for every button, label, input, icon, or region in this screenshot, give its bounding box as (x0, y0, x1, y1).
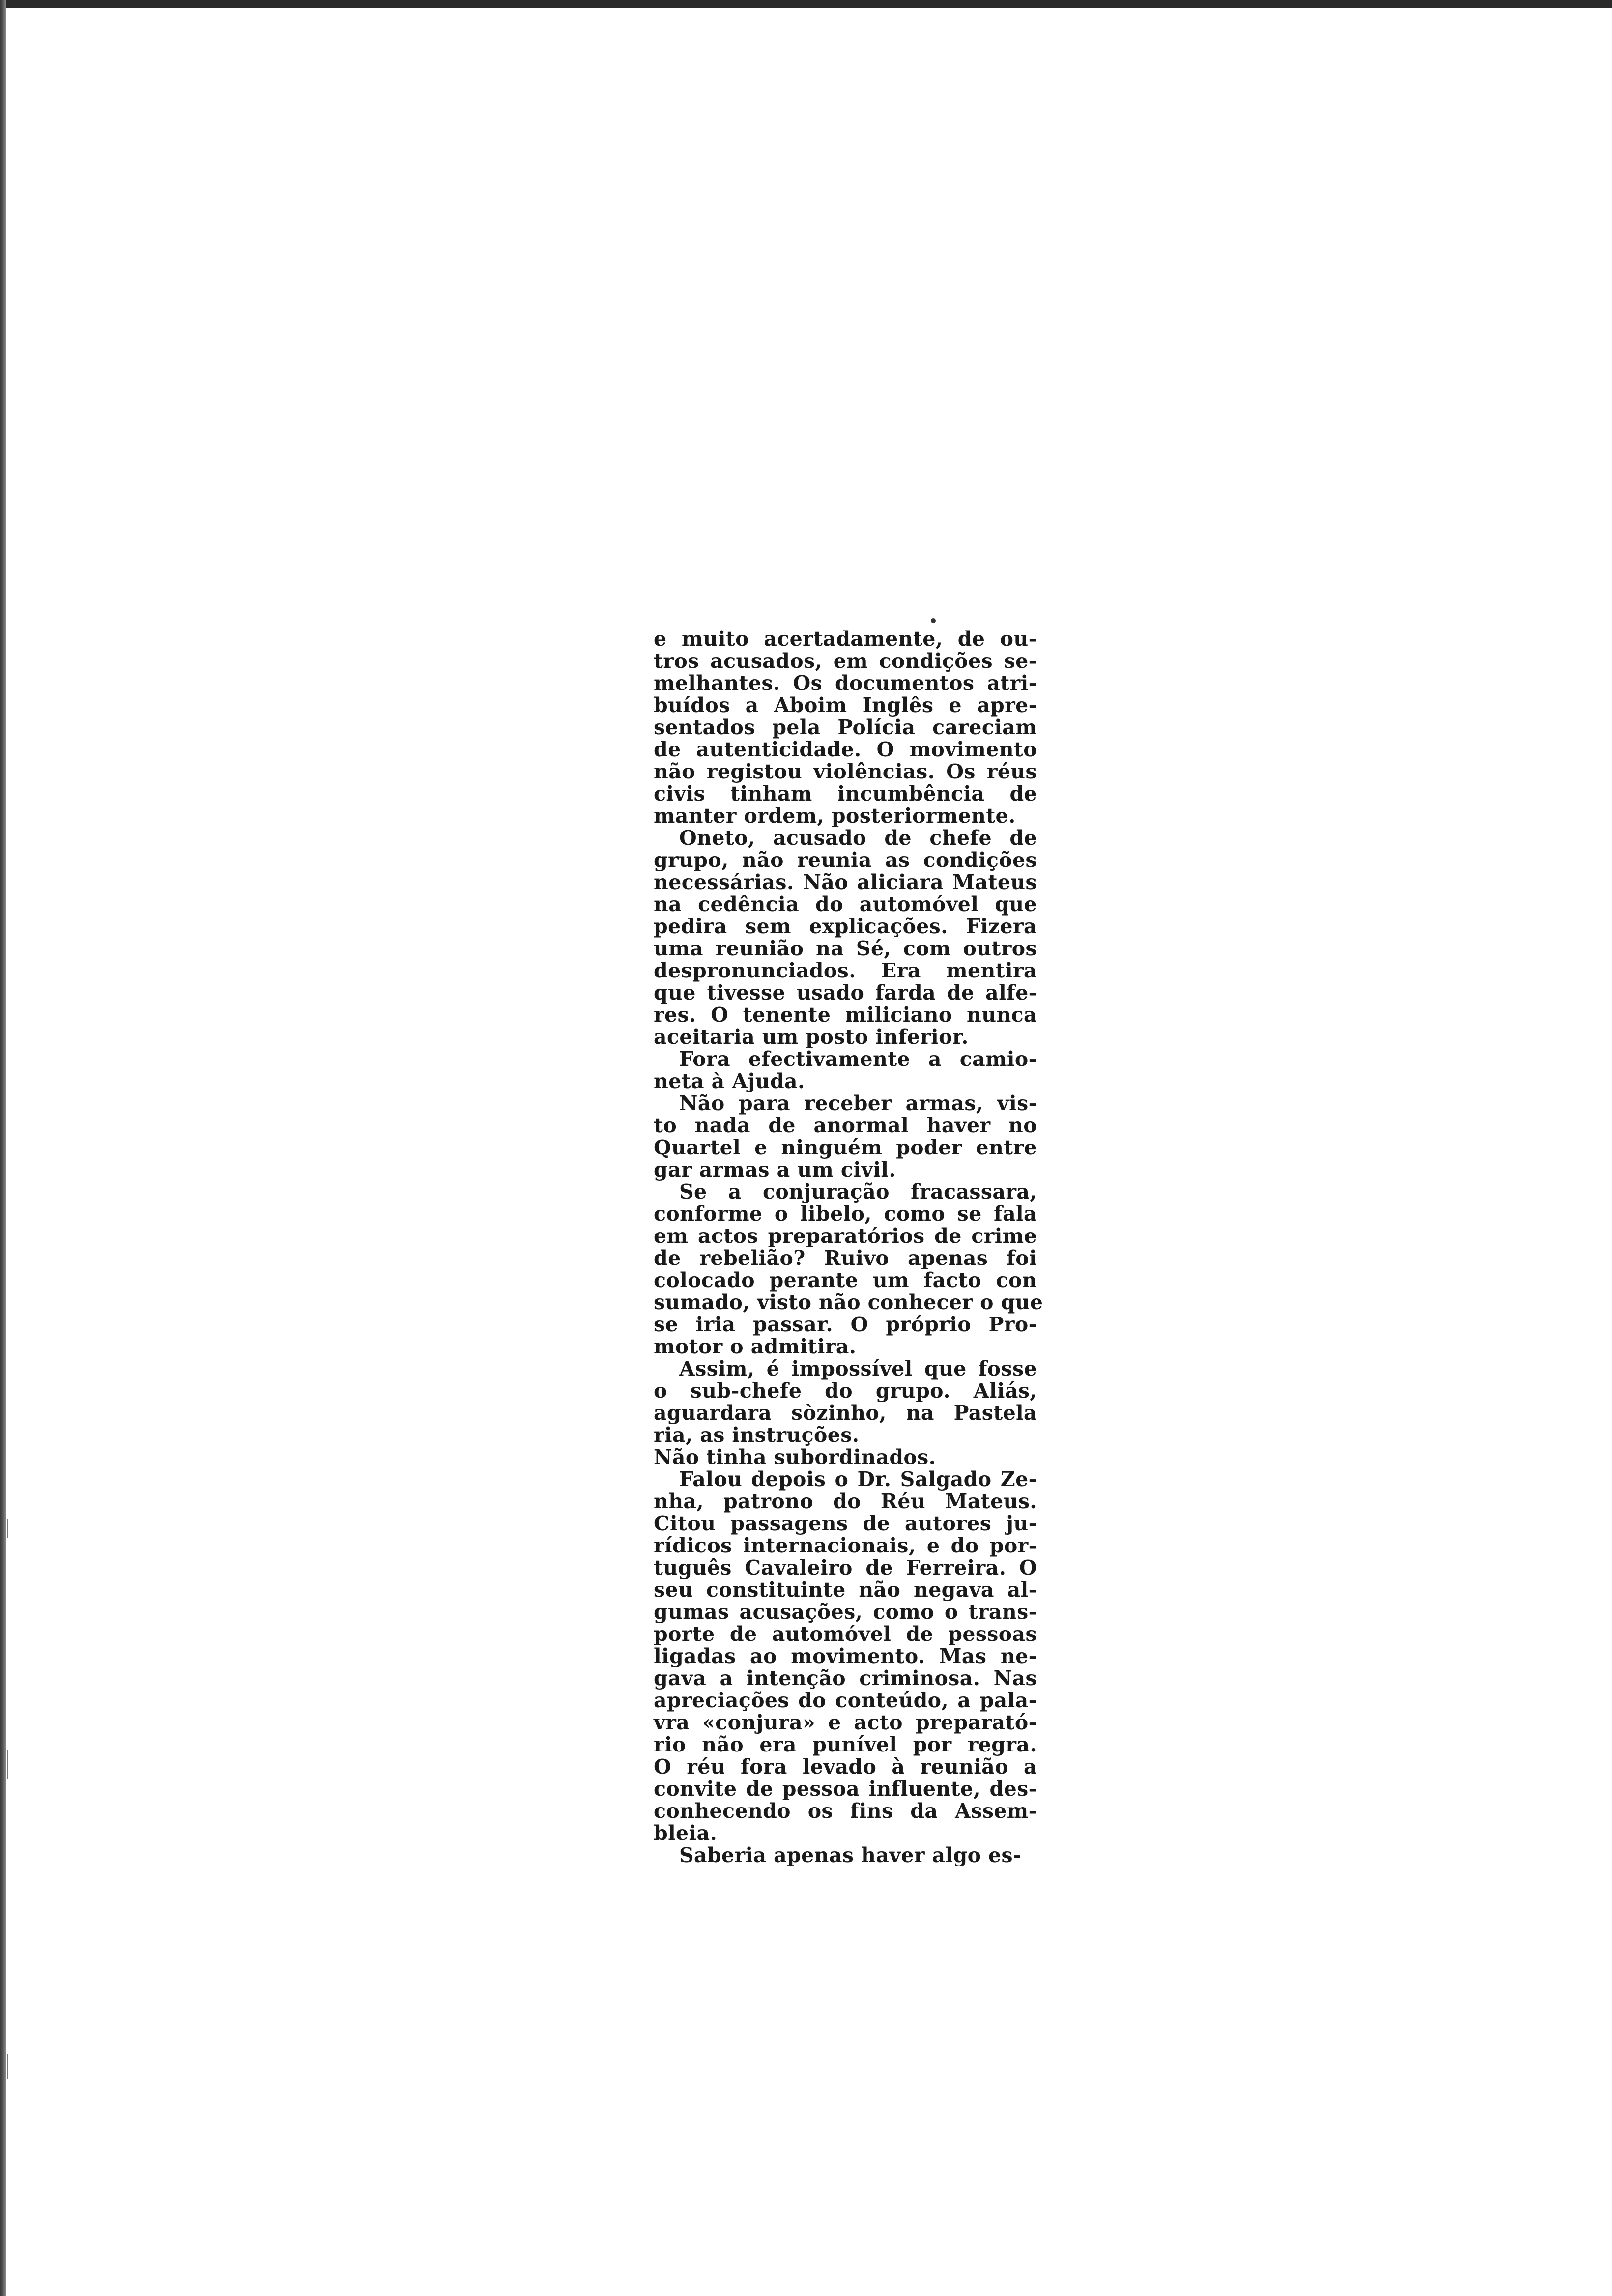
text-line: conforme o libelo, como se fala (654, 1202, 1037, 1226)
article-paragraph (654, 1092, 1037, 1181)
text-line: gumas acusações, como o trans- (654, 1600, 1037, 1624)
text-line: apreciações do conteúdo, a pala- (654, 1689, 1037, 1712)
text-line: to nada de anormal haver no (654, 1114, 1037, 1137)
text-line: necessárias. Não aliciara Mateus (654, 870, 1037, 894)
article-paragraph (654, 1844, 1037, 1866)
text-line: que tivesse usado farda de alfe- (654, 981, 1037, 1004)
text-line: na cedência do automóvel que (654, 892, 1037, 916)
text-line: não registou violências. Os réus (654, 760, 1037, 783)
text-line: buídos a Aboim Inglês e apre- (654, 693, 1037, 717)
text-line: Falou depois o Dr. Salgado Ze- (679, 1467, 1037, 1491)
text-line: se iria passar. O próprio Pro- (654, 1313, 1037, 1336)
scan-speck (931, 618, 936, 623)
text-line: aguardara sòzinho, na Pastela (654, 1401, 1037, 1425)
scan-edge-mark (7, 1750, 8, 1779)
text-line: ria, as instruções. (654, 1423, 860, 1447)
text-line: vra «conjura» e acto preparató- (654, 1711, 1037, 1734)
scan-edge-mark (7, 1519, 8, 1538)
article-paragraph (654, 628, 1037, 827)
article-paragraph (654, 1048, 1037, 1092)
text-line: tros acusados, em condições se- (654, 649, 1037, 673)
scan-left-border (0, 0, 6, 2296)
text-line: o sub-chefe do grupo. Aliás, (654, 1379, 1037, 1403)
text-line: convite de pessoa influente, des- (654, 1777, 1037, 1801)
text-line: Quartel e ninguém poder entre (654, 1136, 1037, 1159)
text-line: res. O tenente miliciano nunca (654, 1003, 1037, 1027)
text-line: conhecendo os fins da Assem- (654, 1799, 1037, 1823)
text-line: O réu fora levado à reunião a (654, 1755, 1037, 1779)
article-paragraph (654, 1358, 1037, 1446)
text-line: Citou passagens de autores ju- (654, 1512, 1037, 1535)
text-line: grupo, não reunia as condições (654, 848, 1037, 872)
scan-edge-mark (7, 2054, 8, 2079)
text-line: de rebelião? Ruivo apenas foi (654, 1246, 1037, 1270)
text-line: melhantes. Os documentos atri- (654, 671, 1037, 695)
text-line: despronunciados. Era mentira (654, 959, 1037, 982)
text-line: Fora efectivamente a camio- (679, 1047, 1037, 1071)
article-paragraph (654, 827, 1037, 1048)
text-line: rio não era punível por regra. (654, 1733, 1037, 1756)
text-line: gar armas a um civil. (654, 1158, 896, 1181)
text-line: rídicos internacionais, e do por- (654, 1534, 1037, 1557)
text-line: sumado, visto não conhecer o que (654, 1291, 1043, 1314)
text-line: tuguês Cavaleiro de Ferreira. O (654, 1556, 1037, 1579)
text-line: aceitaria um posto inferior. (654, 1025, 969, 1049)
text-line: Se a conjuração fracassara, (679, 1180, 1037, 1204)
text-line: em actos preparatórios de crime (654, 1224, 1037, 1248)
article-paragraph (654, 1446, 1037, 1468)
text-line: Saberia apenas haver algo es- (679, 1843, 1022, 1867)
text-line: porte de automóvel de pessoas (654, 1622, 1037, 1646)
text-line: colocado perante um facto con (654, 1268, 1037, 1292)
text-line: bleia. (654, 1821, 718, 1845)
text-line: Assim, é impossível que fosse (679, 1357, 1037, 1380)
article-paragraph (654, 1180, 1043, 1358)
text-line: de autenticidade. O movimento (654, 738, 1037, 761)
text-line: manter ordem, posteriormente. (654, 804, 1016, 828)
text-line: uma reunião na Sé, com outros (654, 937, 1037, 960)
text-line: motor o admitira. (654, 1335, 857, 1358)
text-line: Não para receber armas, vis- (679, 1091, 1037, 1115)
text-line: sentados pela Polícia careciam (654, 716, 1037, 739)
text-line: nha, patrono do Réu Mateus. (654, 1490, 1037, 1513)
text-line: pedira sem explicações. Fizera (654, 915, 1037, 938)
text-line: neta à Ajuda. (654, 1069, 805, 1093)
article-text-column (654, 627, 1043, 1867)
article-paragraph (654, 1468, 1037, 1844)
text-line: e muito acertadamente, de ou- (654, 627, 1037, 651)
text-line: Oneto, acusado de chefe de (679, 826, 1037, 850)
text-line: gava a intenção criminosa. Nas (654, 1666, 1037, 1690)
scan-top-border (0, 0, 1612, 8)
text-line: Não tinha subordinados. (654, 1445, 936, 1469)
text-line: ligadas ao movimento. Mas ne- (654, 1644, 1037, 1668)
text-line: seu constituinte não negava al- (654, 1578, 1037, 1602)
text-line: civis tinham incumbência de (654, 782, 1037, 805)
